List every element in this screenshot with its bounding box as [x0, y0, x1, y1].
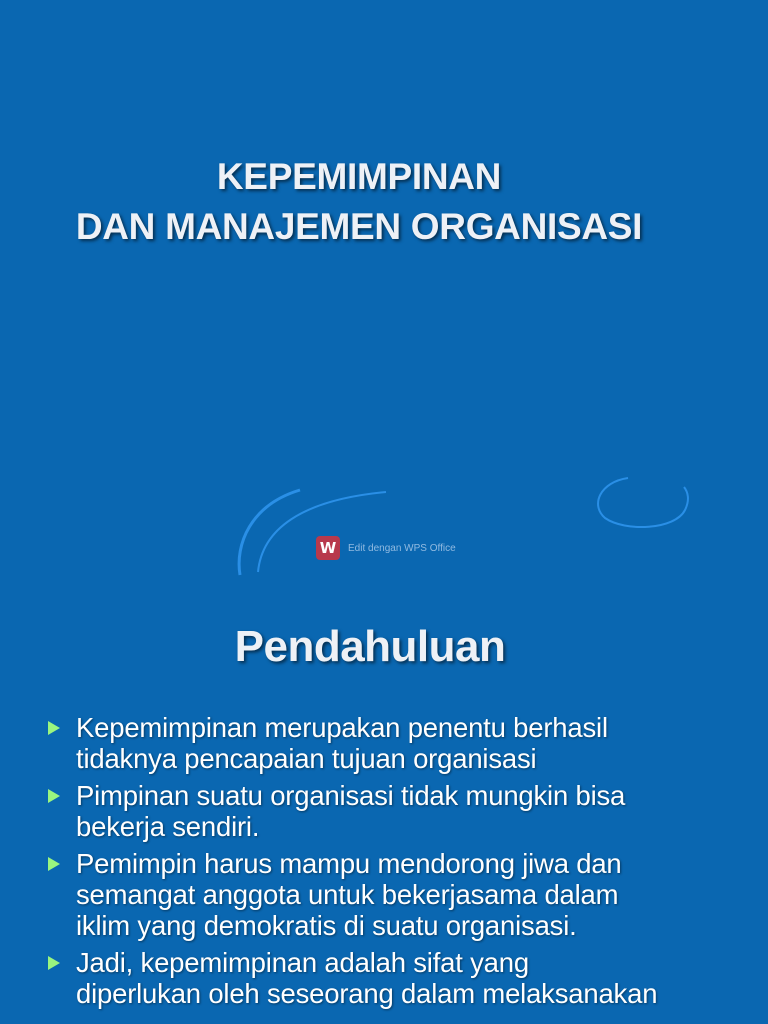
arrow-right-icon	[48, 956, 60, 970]
arc-left-outer	[239, 490, 300, 575]
arc-right-circle	[598, 478, 688, 527]
slide-title-line-2: DAN MANAJEMEN ORGANISASI	[75, 206, 643, 247]
wps-watermark	[316, 535, 456, 561]
arrow-right-icon	[48, 857, 60, 871]
slide-title-line-1: KEPEMIMPINAN	[216, 156, 502, 197]
arrow-right-icon	[48, 721, 60, 735]
bullet-item-4: Jadi, kepemimpinan adalah sifat yang diperlukan oleh seseorang dalam melaksanakan	[46, 947, 746, 1009]
section-heading: Pendahuluan	[234, 622, 506, 671]
slide-title	[0, 152, 718, 252]
bullet-item-2: Pimpinan suatu organisasi tidak mungkin bisa bekerja sendiri.	[46, 780, 746, 842]
bullet-list	[46, 712, 746, 1015]
bullet-item-1: Kepemimpinan merupakan penentu berhasil tidaknya pencapaian tujuan organisasi	[46, 712, 746, 774]
watermark-text: Edit dengan WPS Office	[348, 542, 456, 554]
bullet-item-3: Pemimpin harus mampu mendorong jiwa dan semangat anggota untuk bekerjasama dalam iklim yang demokratis di suatu organisasi.	[46, 848, 746, 941]
arrow-right-icon	[48, 789, 60, 803]
wps-office-logo-icon: W	[316, 536, 340, 560]
